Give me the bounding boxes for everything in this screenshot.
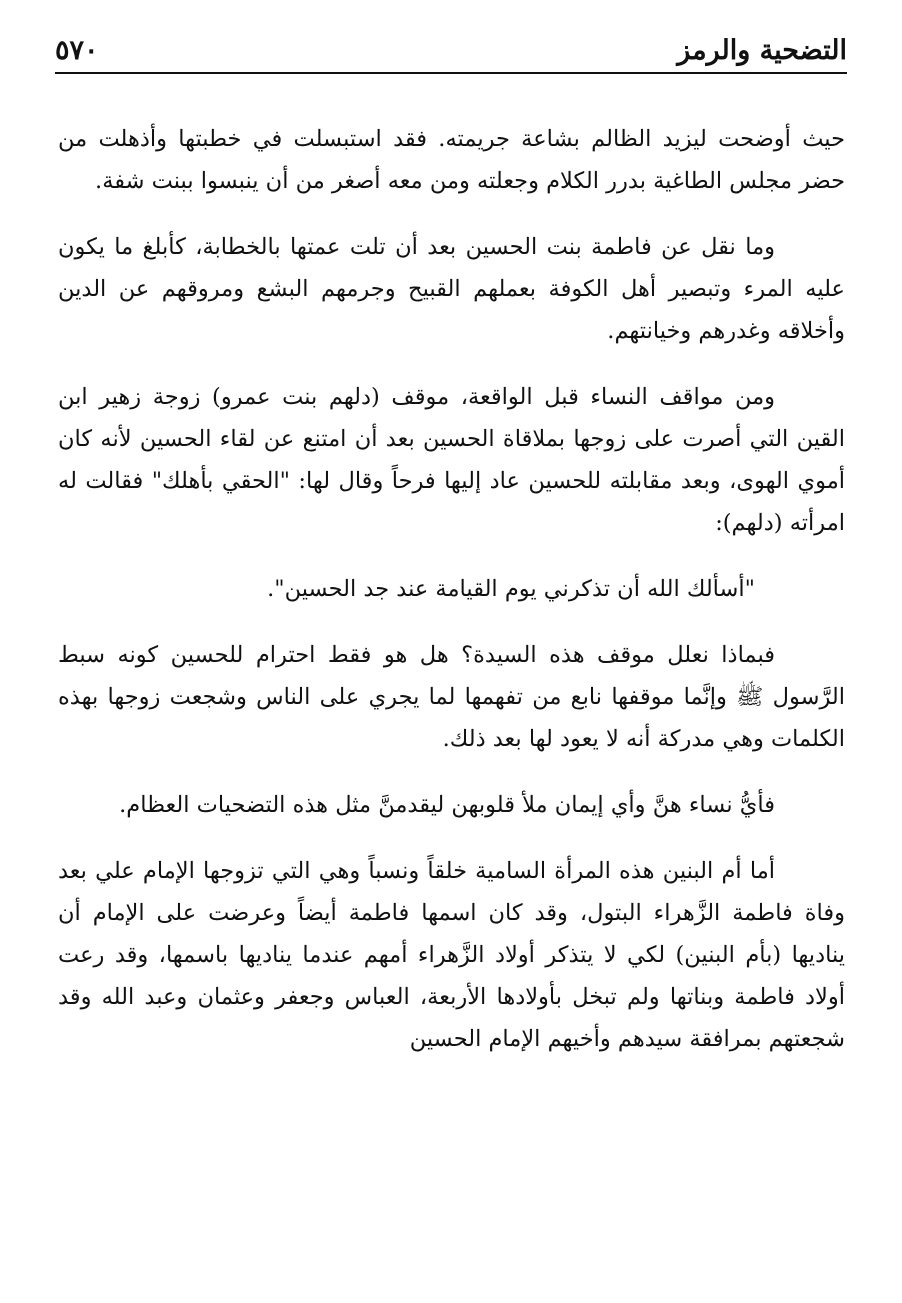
paragraph: فأيُّ نساء هنَّ وأي إيمان ملأ قلوبهن ليقدمنَّ مثل هذه التضحيات العظام. [119,792,775,818]
paragraph: وما نقل عن فاطمة بنت الحسين بعد أن تلت عمتها بالخطابة، كأبلغ ما يكون عليه المرء وتبصير أهل الكوفة بعملهم القبيح وجرمهم البشع ومروقهم عن الدين وأخلاقه وغدرهم وخيانتهم. [58,234,845,344]
running-header [55,28,847,74]
chapter-title: التضحية والرمز [677,34,847,66]
paragraph: ومن مواقف النساء قبل الواقعة، موقف (دلهم بنت عمرو) زوجة زهير ابن القين التي أصرت على زوجها بملاقاة الحسين بعد أن امتنع عن لقاء الحسين لأنه كان أموي الهوى، وبعد مقابلته للحسين عاد إليها فرحاً وقال لها: "الحقي بأهلك" فقالت له امرأته (دلهم): [58,384,845,536]
page-number: ٥٧٠ [55,34,99,66]
paragraph: حيث أوضحت ليزيد الظالم بشاعة جريمته. فقد استبسلت في خطبتها وأذهلت من حضر مجلس الطاغية بدرر الكلام وجعلته ومن معه أصغر من أن ينبسوا ببنت شفة. [58,126,845,194]
body-text [58,118,845,1084]
paragraph: فبماذا نعلل موقف هذه السيدة؟ هل هو فقط احترام للحسين كونه سبط الرَّسول ﷺ وإنَّما موقفها نابع من تفهمها لما يجري على الناس وشجعت زوجها بهذه الكلمات وهي مدركة أنه لا يعود لها بعد ذلك. [58,642,845,752]
paragraph: أما أم البنين هذه المرأة السامية خلقاً ونسباً وهي التي تزوجها الإمام علي بعد وفاة فاطمة الزَّهراء البتول، وقد كان اسمها فاطمة أيضاً وعرضت على الإمام أن يناديها (بأم البنين) لكي لا يتذكر أولاد الزَّهراء أمهم عندما يناديها باسمها، وقد رعت أولاد فاطمة وبناتها ولم تبخل بأولادها الأربعة، العباس وجعفر وعثمان وعبد الله وقد شجعتهم بمرافقة سيدهم وأخيهم الإمام الحسين [58,858,845,1052]
quotation: "أسألك الله أن تذكرني يوم القيامة عند جد الحسين". [267,576,755,602]
